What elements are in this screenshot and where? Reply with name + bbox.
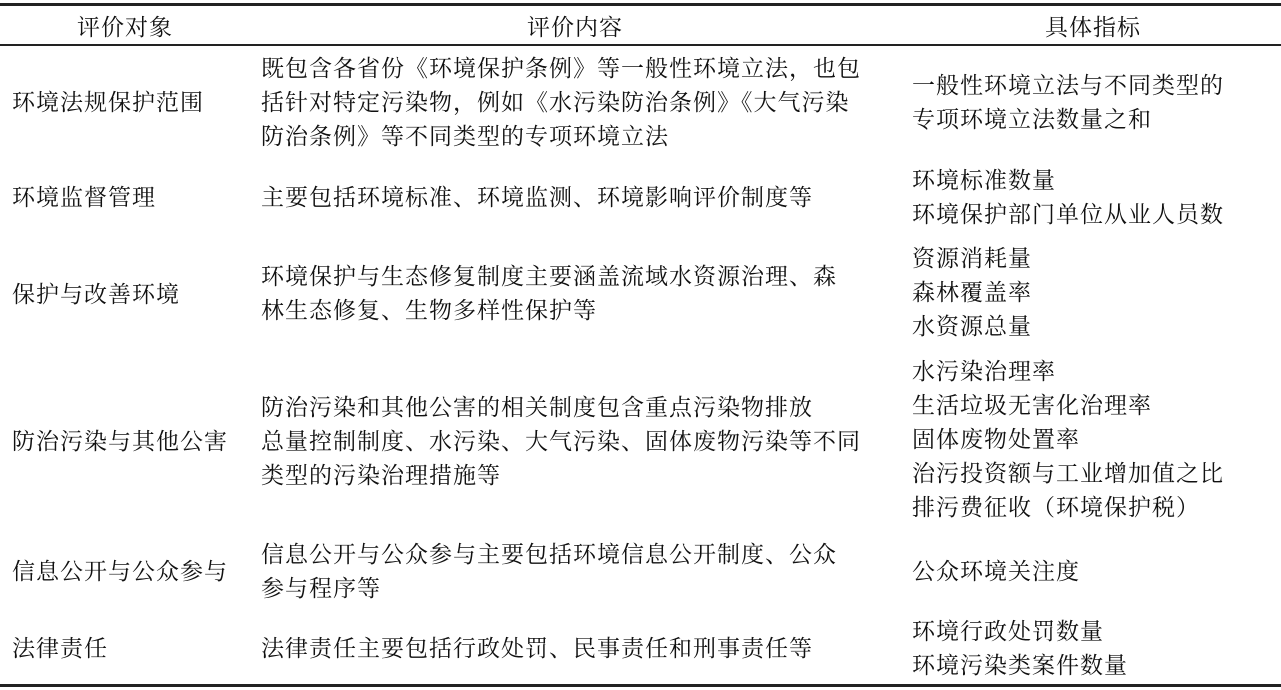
header-evaluation-object: 评价对象 xyxy=(77,14,173,41)
row-6-indicator: 环境行政处罚数量 xyxy=(912,619,1104,645)
row-4-indicator: 固体废物处置率 xyxy=(912,427,1080,453)
row-5-content-line: 参与程序等 xyxy=(261,576,381,602)
row-1-content xyxy=(261,52,861,154)
row-1-content-line: 既包含各省份《环境保护条例》等一般性环境立法，也包 xyxy=(261,56,861,82)
table-header-rule xyxy=(0,44,1281,46)
row-1-indicators xyxy=(912,69,1224,137)
row-3-indicator: 水资源总量 xyxy=(912,314,1032,340)
row-1-object: 环境法规保护范围 xyxy=(12,90,204,116)
row-1-content-line: 括针对特定污染物，例如《水污染防治条例》《大气污染 xyxy=(261,90,850,116)
row-5-content xyxy=(261,538,837,606)
header-evaluation-content: 评价内容 xyxy=(527,14,623,41)
row-6-indicator: 环境污染类案件数量 xyxy=(912,653,1128,679)
row-4-indicator: 排污费征收（环境保护税） xyxy=(912,495,1200,521)
row-2-indicator: 环境保护部门单位从业人员数 xyxy=(912,202,1224,228)
row-6-object: 法律责任 xyxy=(12,636,108,662)
row-5-content-line: 信息公开与公众参与主要包括环境信息公开制度、公众 xyxy=(261,542,837,568)
row-4-content-line: 类型的污染治理措施等 xyxy=(261,463,501,489)
row-6-content xyxy=(261,632,813,666)
row-4-indicators xyxy=(912,355,1224,525)
row-4-indicator: 水污染治理率 xyxy=(912,359,1056,385)
row-3-object: 保护与改善环境 xyxy=(12,282,180,308)
row-1-indicator: 一般性环境立法与不同类型的 xyxy=(912,73,1224,99)
row-6-indicators xyxy=(912,615,1128,683)
row-6-content-line: 法律责任主要包括行政处罚、民事责任和刑事责任等 xyxy=(261,636,813,662)
row-4-content-line: 防治污染和其他公害的相关制度包含重点污染物排放 xyxy=(261,395,813,421)
row-4-indicator: 生活垃圾无害化治理率 xyxy=(912,393,1152,419)
row-2-content-line: 主要包括环境标准、环境监测、环境影响评价制度等 xyxy=(261,185,813,211)
row-3-content xyxy=(261,260,837,328)
row-2-indicators xyxy=(912,164,1224,232)
row-3-indicator: 资源消耗量 xyxy=(912,246,1032,272)
table-bottom-rule xyxy=(0,684,1281,687)
row-5-indicators xyxy=(912,555,1080,589)
row-1-content-line: 防治条例》等不同类型的专项环境立法 xyxy=(261,124,669,150)
row-3-indicator: 森林覆盖率 xyxy=(912,280,1032,306)
row-2-content xyxy=(261,181,813,215)
row-5-object: 信息公开与公众参与 xyxy=(12,559,228,585)
row-4-content xyxy=(261,391,861,493)
row-3-content-line: 林生态修复、生物多样性保护等 xyxy=(261,298,597,324)
row-5-indicator: 公众环境关注度 xyxy=(912,559,1080,585)
row-2-indicator: 环境标准数量 xyxy=(912,168,1056,194)
row-4-content-line: 总量控制制度、水污染、大气污染、固体废物污染等不同 xyxy=(261,429,861,455)
row-1-indicator: 专项环境立法数量之和 xyxy=(912,107,1152,133)
row-4-object: 防治污染与其他公害 xyxy=(12,429,228,455)
header-specific-indicators: 具体指标 xyxy=(1045,14,1141,41)
row-2-object: 环境监督管理 xyxy=(12,185,156,211)
row-3-content-line: 环境保护与生态修复制度主要涵盖流域水资源治理、森 xyxy=(261,264,837,290)
row-3-indicators xyxy=(912,242,1032,344)
row-4-indicator: 治污投资额与工业增加值之比 xyxy=(912,461,1224,487)
